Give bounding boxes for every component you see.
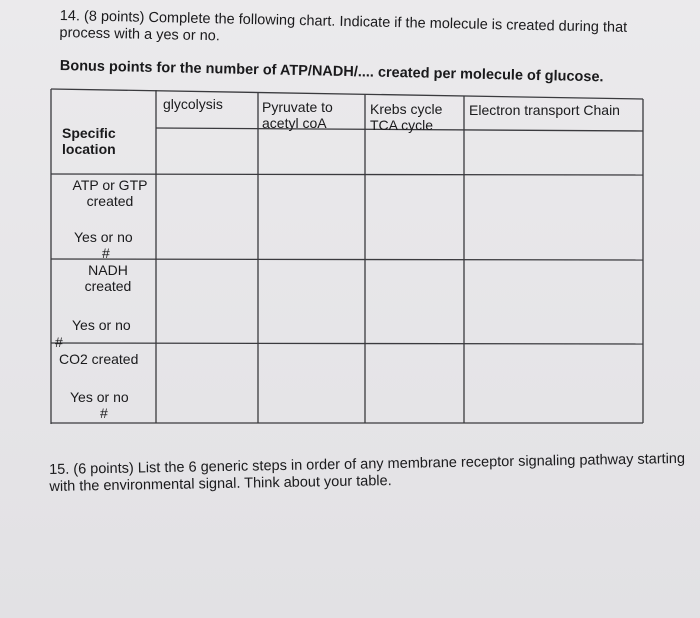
row-header-specific-location: Specific location bbox=[62, 125, 116, 157]
col-header-pyruvate-to-acetyl-coa: Pyruvate to acetyl coA bbox=[262, 99, 333, 131]
col-header-krebs-cycle: Krebs cycle TCA cycle bbox=[370, 101, 443, 133]
row-header-atp-gtp: ATP or GTP created bbox=[72, 177, 148, 209]
row-header-nadh: NADH created bbox=[84, 262, 132, 294]
row-atp-count: # bbox=[102, 245, 110, 261]
chart-table bbox=[50, 88, 644, 424]
col-header-glycolysis: glycolysis bbox=[163, 96, 223, 112]
question-14-text: 14. (8 points) Complete the following chart. Indicate if the molecule is created during that process with a yes or no. bbox=[59, 8, 628, 45]
row-atp-yes-no: Yes or no bbox=[74, 229, 133, 245]
row-nadh-count: # bbox=[55, 334, 63, 350]
bonus-instruction: Bonus points for the number of ATP/NADH/.... created per molecule of glucose. bbox=[59, 58, 604, 86]
question-15-text: 15. (6 points) List the 6 generic steps in order of any membrane receptor signaling pathway starting with the environmental signal. Think about your table. bbox=[49, 450, 686, 495]
col-header-electron-transport-chain: Electron transport Chain bbox=[469, 102, 620, 118]
row-header-co2: CO2 created bbox=[59, 351, 139, 367]
row-co2-yes-no: Yes or no bbox=[70, 389, 129, 405]
row-nadh-yes-no: Yes or no bbox=[72, 317, 131, 333]
row-co2-count: # bbox=[100, 405, 108, 421]
